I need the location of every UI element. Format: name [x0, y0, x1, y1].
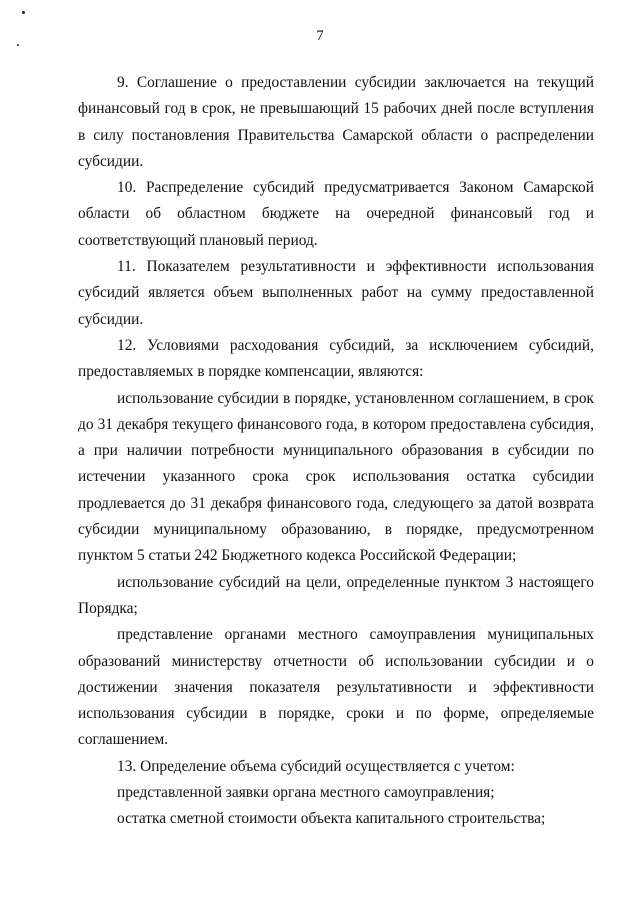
scan-speck: [22, 11, 25, 14]
paragraph-13: 13. Определение объема субсидий осуществляется с учетом:: [117, 757, 515, 775]
paragraph-10: 10. Распределение субсидий предусматривается Законом Самарской области об областном бюджете на очередной финансовый год и соответствующий плановый период.: [78, 179, 594, 249]
factor-application: представленной заявки органа местного самоуправления;: [117, 784, 495, 802]
paragraph-9: 9. Соглашение о предоставлении субсидии заключается на текущий финансовый год в срок, не превышающий 15 рабочих дней после вступления в силу постановления Правительства Самарской области о распределении субсидии.: [78, 74, 594, 170]
document-body: [78, 70, 594, 833]
condition-usage-term: использование субсидии в порядке, установленном соглашением, в срок до 31 декабря текущего финансового года, в котором предоставлена субсидия, а при наличии потребности муниципального образования в субсидии по истечении указанного срока срок использования остатка субсидии продлевается до 31 декабря финансового года, следующего за датой возврата субсидии муниципальному образованию, в порядке, предусмотренном пунктом 5 статьи 242 Бюджетного кодекса Российской Федерации;: [78, 389, 594, 565]
paragraph-12: 12. Условиями расходования субсидий, за исключением субсидий, предоставляемых в порядке компенсации, являются:: [78, 336, 594, 381]
paragraph-11: 11. Показателем результативности и эффективности использования субсидий является объем выполненных работ на сумму предоставленной субсидии.: [78, 258, 594, 328]
condition-reporting: представление органами местного самоуправления муниципальных образований министерству отчетности об использовании субсидии и о достижении значения показателя результативности и эффективности использования субсидии в порядке, сроки и по форме, определяемые соглашением.: [78, 626, 594, 749]
page-number: 7: [316, 28, 324, 44]
factor-remaining-cost: остатка сметной стоимости объекта капитального строительства;: [117, 810, 546, 828]
condition-usage-purpose: использование субсидий на цели, определенные пунктом 3 настоящего Порядка;: [78, 573, 594, 617]
scan-speck: [17, 44, 19, 46]
